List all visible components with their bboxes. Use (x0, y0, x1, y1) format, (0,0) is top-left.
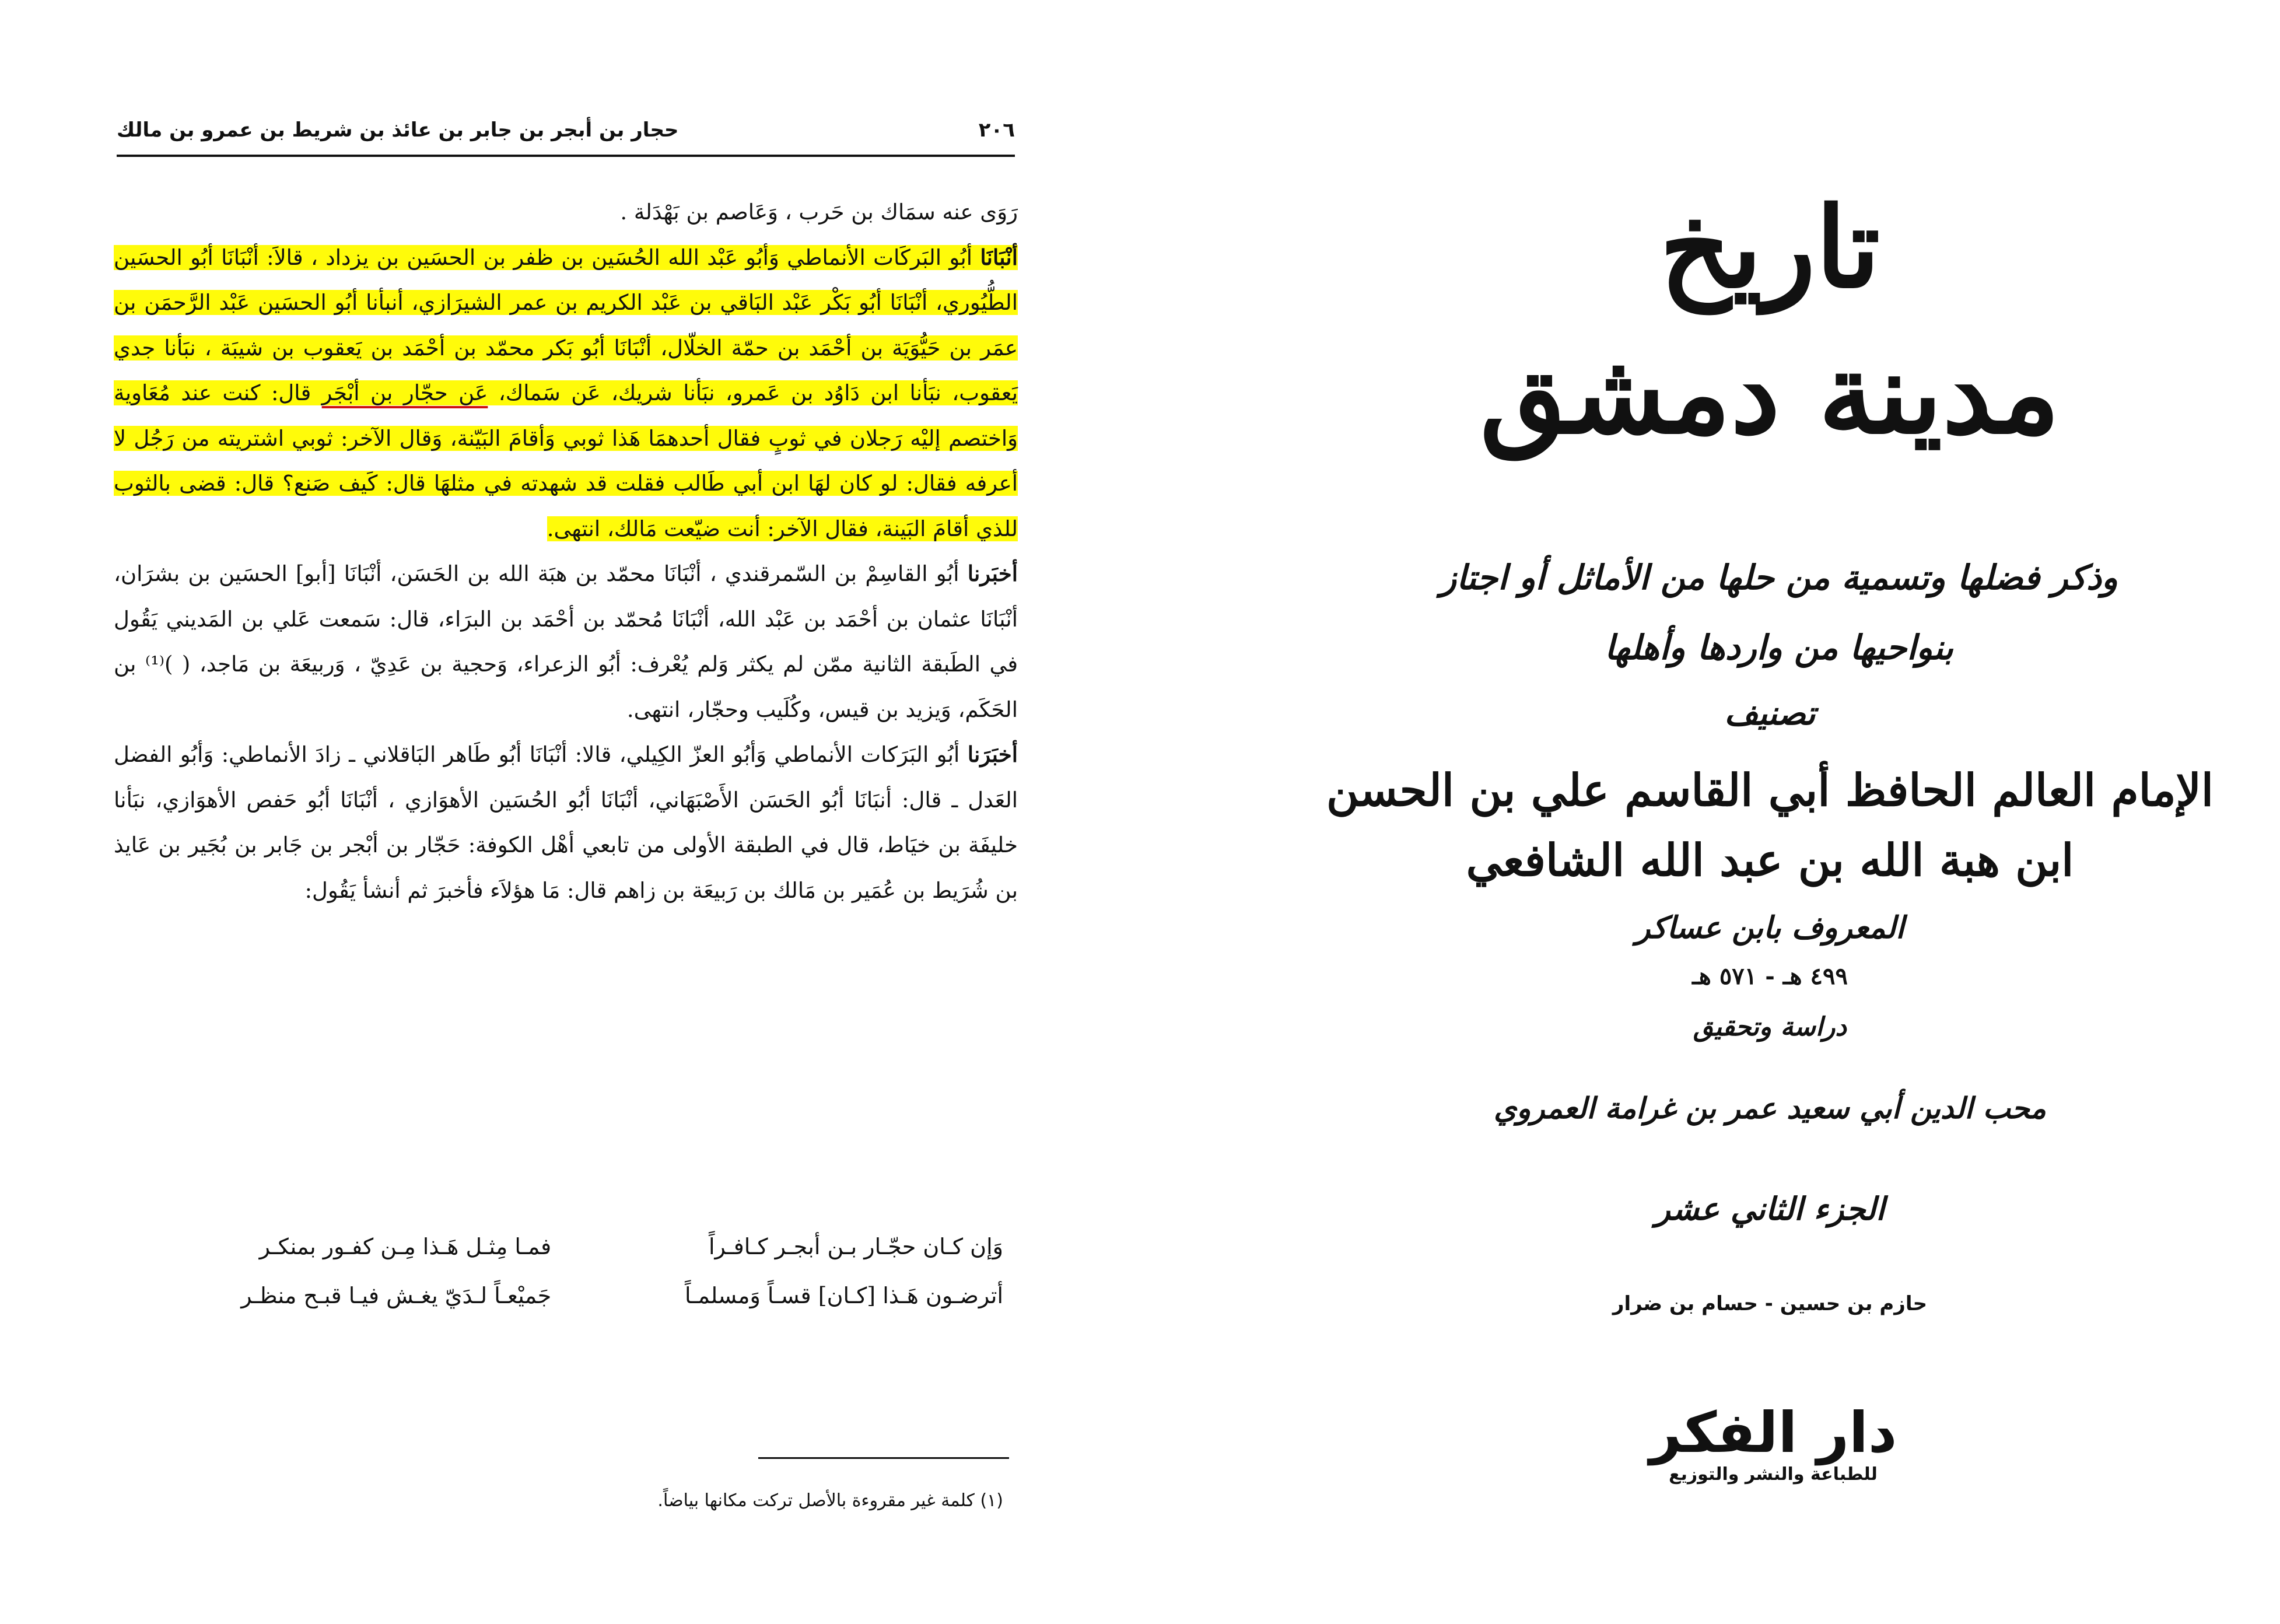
book-title (1260, 175, 2280, 467)
paragraph-genealogy: أخبَرَنا أبُو البَرَكات الأنماطي وَأبُو العزّ الكِيلي، قالا: أنْبَانَا أبُو طَاهر البَاقلاني ـ زادَ الأنماطي: وَأبُو الفضل العَدل ـ قال: أنبَانَا أبُو الحَسَن الأَصْبَهَاني، أنْبَانَا أبُو الحُسَين الأهوَازي ، أنْبَانَا أبُو حَفص الأهوَازي، نبَأنا خليفَة بن خيَاط، قال في الطبقة الأولى من تابعي أهْل الكوفة: حَجّار بن أبْجر بن جَابر بن بُجَير بن عَايذ بن شُرَيط بن عُمَير بن مَالك بن رَبيعَة بن زاهم قال: مَا هؤلاَء فأخبرَ ثم أنشأ يَقُول: (114, 741, 1018, 903)
subtitle (1394, 542, 2164, 682)
title-line-2: مدينة دمشق (1480, 328, 2060, 459)
highlighted-paragraph (114, 235, 1018, 552)
volume-contents: حازم بن حسين - حسام بن ضرار (1612, 1292, 1928, 1315)
subtitle-line-1: وذكر فضلها وتسمية من حلها من الأماثل أو اجتاز (1440, 558, 2118, 597)
volume-label: الجزء الثاني عشر (1655, 1190, 1885, 1227)
header-title: حجار بن أبجر بن جابر بن عائذ بن شريط بن عمرو بن مالك (117, 118, 679, 142)
poem-hemistich: أترضـون هَـذا [كـان] قسـاً وَمسلمـاً (684, 1283, 1003, 1308)
editor-name: محب الدين أبي سعيد عمر بن غرامة العمروي (1494, 1091, 2046, 1125)
author-line-2: ابن هبة الله بن عبد الله الشافعي (1466, 834, 2074, 886)
poem-hemistich: جَميْعـاً لـدَيّ يغـش فيـا قبـح منظـر (241, 1283, 552, 1308)
author-line-1: الإمام العالم الحافظ أبي القاسم علي بن الحسن (1326, 764, 2214, 816)
highlighted-passage: أنْبَانَا أبُو البَركَات الأنماطي وَأبُو عَبْد الله الحُسَين بن ظفر بن الحسَين بن يزداد ، قالاَ: أنْبَانَا أبُو الحسَين الطُّيُوري، أنْبَانَا أبُو بَكْر عَبْد البَاقي بن عَبْد الكريم بن عمر الشيرَازي، أنبأنا أبُو الحسَين عَبْد الرَّحمَن بن عمَر بن حَيُّوَيَة بن أحْمَد بن حمّة الخلّال، أنْبَانَا أبُو بَكر محمّد بن أحْمَد بن يَعقوب بن شيبَة ، نبَأنا جدي يَعقوب، نبَأنا ابن دَاوُد بن عَمرو، نبَأنا شريك، عَن سَماك، عَن حجّار بن أبْجَر قال: كنت عند مُعَاوية وَاختصم إليْه رَجلان في ثوبٍ فقال أحدهمَا هَذا ثوبي وَأقامَ البَيّنة، وَقال الآخر: ثوبي اشتريته من رَجُل لا أعرفه فقال: لو كان لهَا ابن أبي طَالب فقلت قد شهدته في مثلهَا قال: كَيف صَنع؟ قال: قضى بالثوب للذي أقامَ البَينة، فقال الآخر: أنت ضيّعت مَالك، انتهى. (114, 244, 1018, 541)
paragraph-generations: أخبَرنا أبُو القاسِمْ بن السّمرقندي ، أنْبَانَا محمّد بن هبَة الله بن الحَسَن، أنْبَانَا [أبو] الحسَين بن بشرَان، أنْبَانَا عثمان بن أحْمَد بن عَبْد الله، أنْبَانَا مُحمّد بن أحْمَد بن البرَاء، قال: سَمعت عَلي بن المَديني يَقُول في الطَبقة الثانية ممّن لم يكثر وَلم يُعْرف: أبُو الزعراء، وَحجية بن عَدِيّ ، وَربيعَة بن مَاجد، ( )⁽¹⁾ بن الحَكَم، وَيزيد بن قيس، وكُلَيب وحجّار، انتهى. (114, 561, 1018, 722)
red-underlined-phrase: عَن حجّار بن أبْجَر (321, 380, 488, 405)
paragraph-lead: أنْبَانَا (980, 244, 1018, 270)
life-dates: ٤٩٩ هـ - ٥٧١ هـ (1692, 963, 1848, 990)
footnote: (١) كلمة غير مقروءة بالأصل تركت مكانها بياضاً. (657, 1490, 1003, 1511)
page-number: ٢٠٦ (978, 118, 1015, 142)
study-label: دراسة وتحقيق (1693, 1012, 1847, 1042)
poem-hemistich: فمـا مِثـل هَـذا مِـن كفـور بمنكـر (259, 1234, 552, 1259)
body-text (114, 190, 1018, 913)
publisher-tagline: للطباعة والنشر والتوزيع (1669, 1464, 1878, 1485)
poem-hemistich: وَإن كـان حجّـار بـن أبجـر كـافـراً (708, 1234, 1003, 1259)
title-line-1: تاريخ (1659, 183, 1880, 313)
compiled-label: تصنيف (1724, 694, 1816, 733)
footnote-divider (758, 1457, 1009, 1459)
subtitle-line-2: بنواحيها من واردها وأهلها (1605, 628, 1953, 667)
paragraph-narrators: رَوَى عنه سمَاك بن حَرب ، وَعَاصم بن بَهْدَلة . (620, 200, 1018, 225)
poem-verse (134, 1222, 1003, 1271)
poem-verse (134, 1271, 1003, 1320)
title-page (1260, 0, 2280, 1624)
poem (134, 1222, 1003, 1320)
running-header (117, 114, 1015, 157)
paragraph-lead: أخبَرنا (967, 561, 1018, 586)
known-as: المعروف بابن عساكر (1635, 910, 1904, 946)
paragraph-lead: أخبَرَنا (967, 741, 1018, 767)
publisher-logo: دار الفكر (1649, 1400, 1897, 1465)
